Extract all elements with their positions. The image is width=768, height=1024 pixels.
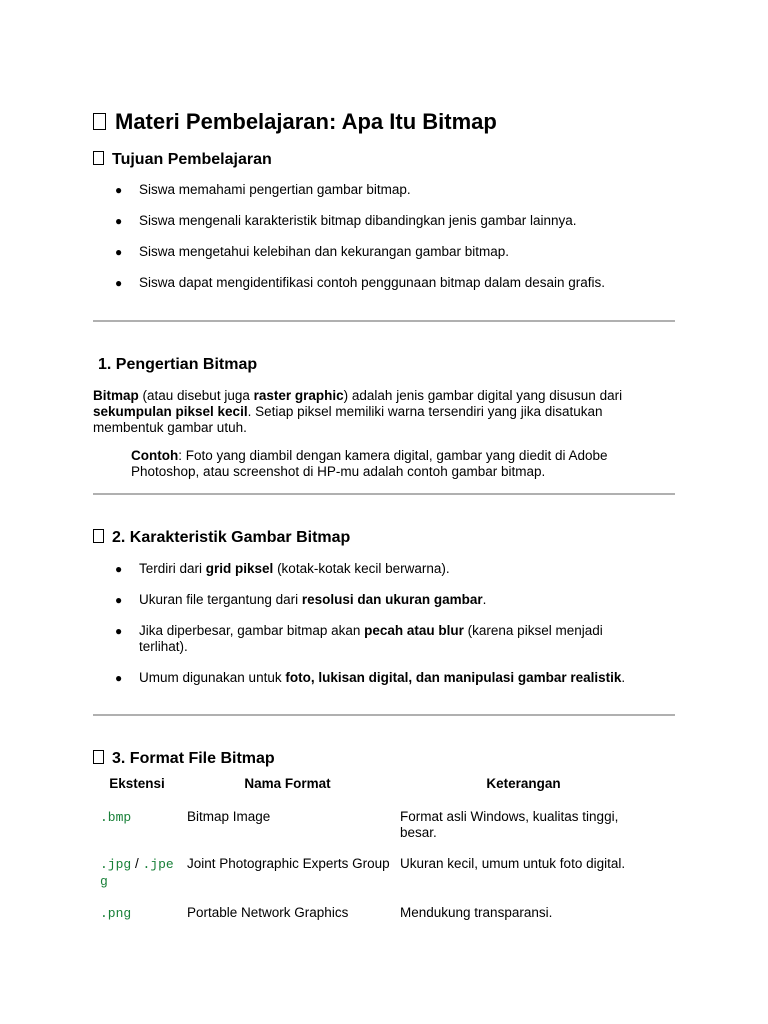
example-blockquote: Contoh: Foto yang diambil dengan kamera digital, gambar yang diedit di Adobe Photoshop, atau screenshot di HP-mu adalah contoh gambar bitmap.	[131, 448, 608, 479]
section2-heading: 2. Karakteristik Gambar Bitmap	[93, 528, 350, 548]
section3-heading: 3. Format File Bitmap	[93, 749, 275, 769]
divider	[93, 320, 675, 322]
bullet-icon: ●	[115, 624, 123, 638]
extension-cell: .png	[100, 906, 132, 921]
format-name-cell: Portable Network Graphics	[187, 905, 349, 920]
bullet-icon: ●	[115, 276, 123, 290]
missing-glyph-icon	[93, 750, 104, 764]
column-header-format-name: Nama Format	[244, 776, 331, 791]
table-header-row	[93, 776, 653, 796]
divider	[93, 714, 675, 716]
section1-paragraph: Bitmap (atau disebut juga raster graphic) adalah jenis gambar digital yang disusun dari sekumpulan piksel kecil. Setiap piksel memiliki warna tersendiri yang jika disatukan membentuk gambar utuh.	[93, 388, 623, 435]
list-item: ● Jika diperbesar, gambar bitmap akan pecah atau blur (karena piksel menjadi terlihat).	[115, 623, 603, 654]
description-cell: Ukuran kecil, umum untuk foto digital.	[400, 856, 626, 871]
list-item: ● Siswa memahami pengertian gambar bitmap.	[115, 182, 411, 197]
missing-glyph-icon	[93, 529, 104, 543]
bullet-icon: ●	[115, 183, 123, 197]
divider	[93, 493, 675, 495]
table-row	[93, 901, 653, 922]
list-item: ● Ukuran file tergantung dari resolusi dan ukuran gambar.	[115, 592, 487, 607]
bullet-icon: ●	[115, 245, 123, 259]
table-row	[93, 796, 653, 850]
page-title: Materi Pembelajaran: Apa Itu Bitmap	[93, 108, 497, 136]
description-cell: Mendukung transparansi.	[400, 905, 553, 920]
bullet-icon: ●	[115, 593, 123, 607]
list-item: ● Terdiri dari grid piksel (kotak-kotak kecil berwarna).	[115, 561, 450, 576]
goals-list	[93, 182, 675, 291]
extension-cell: .jpg / .jpeg	[100, 856, 174, 889]
column-header-extension: Ekstensi	[109, 776, 165, 791]
goals-heading: Tujuan Pembelajaran	[93, 150, 272, 170]
bullet-icon: ●	[115, 671, 123, 685]
description-cell: Format asli Windows, kualitas tinggi, besar.	[400, 809, 619, 840]
format-name-cell: Bitmap Image	[187, 809, 271, 824]
characteristics-list	[93, 561, 675, 686]
missing-glyph-icon	[93, 151, 104, 165]
bullet-icon: ●	[115, 562, 123, 576]
column-header-description: Keterangan	[486, 776, 561, 791]
missing-glyph-icon	[93, 113, 106, 130]
format-table	[93, 776, 653, 922]
bullet-icon: ●	[115, 214, 123, 228]
format-name-cell: Joint Photographic Experts Group	[187, 856, 390, 871]
list-item: ● Siswa mengenali karakteristik bitmap dibandingkan jenis gambar lainnya.	[115, 213, 577, 228]
list-item: ● Siswa dapat mengidentifikasi contoh penggunaan bitmap dalam desain grafis.	[115, 275, 606, 290]
list-item: ● Siswa mengetahui kelebihan dan kekurangan gambar bitmap.	[115, 244, 509, 259]
table-row	[93, 850, 653, 901]
list-item: ● Umum digunakan untuk foto, lukisan digital, dan manipulasi gambar realistik.	[115, 670, 626, 685]
section1-heading: 1. Pengertian Bitmap	[98, 356, 258, 373]
extension-cell: .bmp	[100, 810, 132, 825]
